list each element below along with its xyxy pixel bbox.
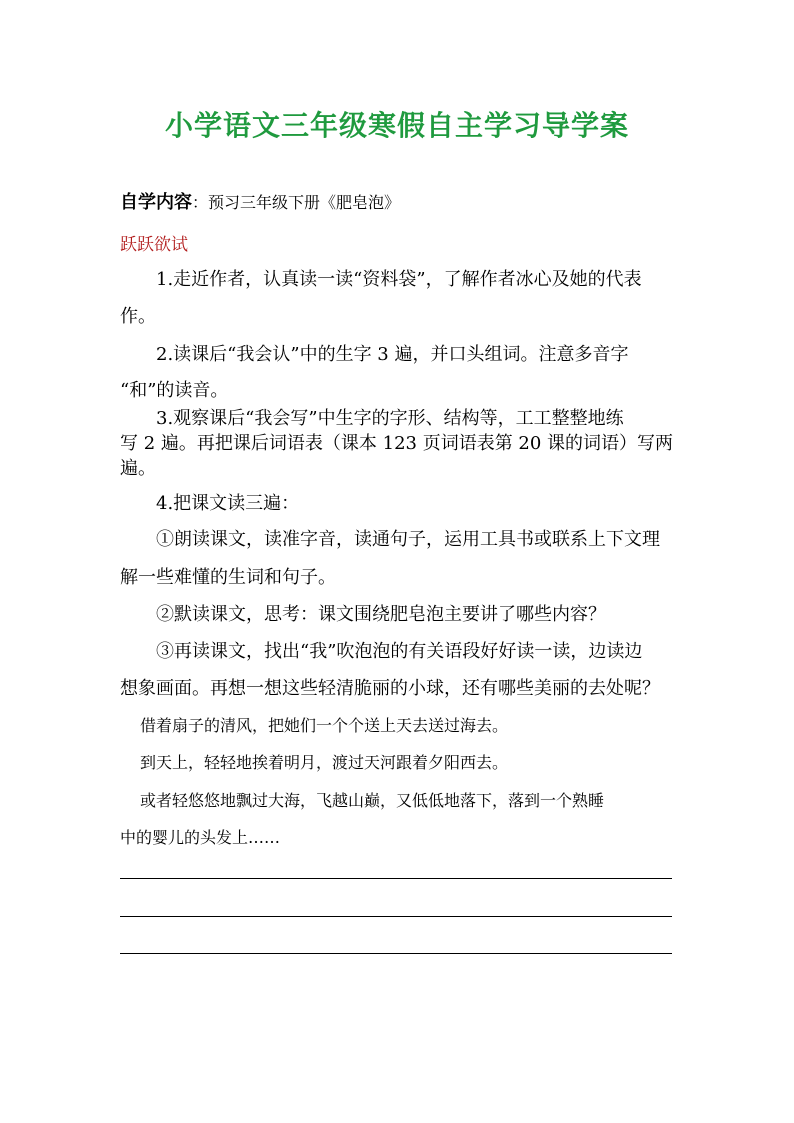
task-4-line-1: 4.把课文读三遍：: [156, 493, 300, 514]
quote-line-2: 到天上，轻轻地挨着明月，渡过天河跟着夕阳西去。: [140, 753, 509, 772]
content-value: ：预习三年级下册《肥皂泡》: [192, 193, 401, 212]
content-label: 自学内容: [120, 192, 192, 213]
step-1-line-2: 解一些难懂的生词和句子。: [120, 567, 336, 588]
task-1-line-2: 作。: [120, 306, 156, 327]
document-title: 小学语文三年级寒假自主学习导学案: [164, 109, 629, 142]
task-2-line-2: “和”的读音。: [120, 380, 229, 401]
step-3-line-2: 想象画面。再想一想这些轻清脆丽的小球，还有哪些美丽的去处呢？: [120, 678, 660, 699]
answer-line-2[interactable]: [120, 916, 672, 917]
quote-line-4: 中的婴儿的头发上……: [120, 828, 281, 847]
answer-line-1[interactable]: [120, 878, 672, 879]
task-1-line-1: 1.走近作者，认真读一读“资料袋”，了解作者冰心及她的代表: [156, 269, 642, 290]
step-2-line-1: ②默读课文，思考：课文围绕肥皂泡主要讲了哪些内容？: [156, 604, 606, 625]
quote-line-1: 借着扇子的清风，把她们一个个送上天去送过海去。: [140, 716, 509, 735]
step-3-line-1: ③再读课文，找出“我”吹泡泡的有关语段好好读一读，边读边: [156, 641, 643, 662]
step-1-line-1: ①朗读课文，读准字音，读通句子，运用工具书或联系上下文理: [156, 529, 660, 550]
answer-line-3[interactable]: [120, 953, 672, 954]
quote-line-3: 或者轻悠悠地飘过大海，飞越山巅，又低低地落下，落到一个熟睡: [140, 791, 605, 810]
section-heading: 跃跃欲试: [120, 235, 188, 255]
task-3-line-3: 遍。: [120, 458, 156, 479]
task-3-line-2: 写 2 遍。再把课后词语表（课本 123 页词语表第 20 课的词语）写两: [120, 433, 674, 454]
task-2-line-1: 2.读课后“我会认”中的生字 3 遍，并口头组词。注意多音字: [156, 344, 629, 365]
task-3-line-1: 3.观察课后“我会写”中生字的字形、结构等，工工整整地练: [156, 408, 624, 429]
self-study-content: [120, 188, 400, 214]
